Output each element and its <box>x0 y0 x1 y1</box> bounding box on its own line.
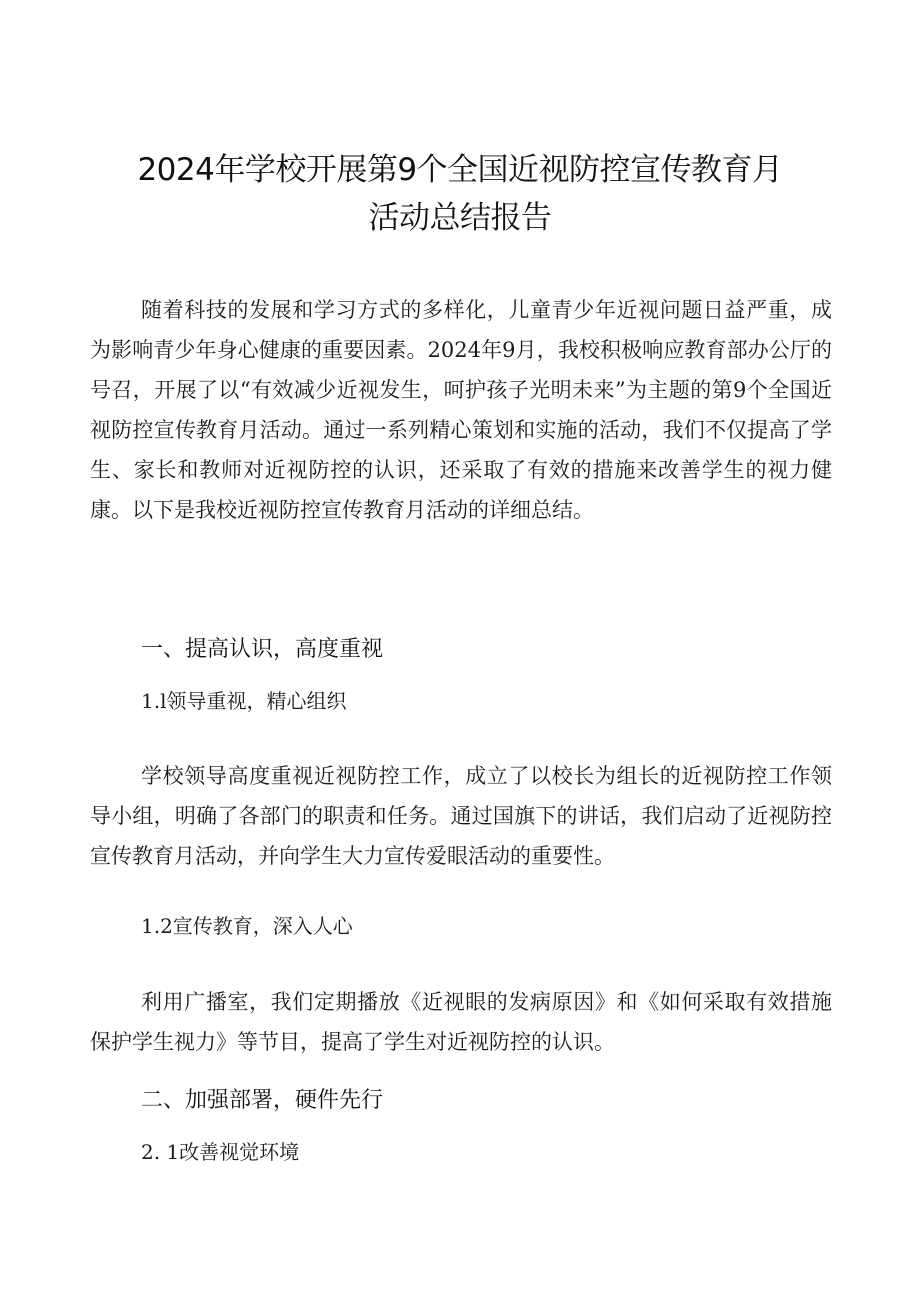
section-1-2-paragraph: 利用广播室，我们定期播放《近视眼的发病原因》和《如何采取有效措施保护学生视力》等节目，提高了学生对近视防控的认识。 <box>90 990 832 1054</box>
document-title <box>80 146 840 242</box>
section-1-2-heading: 1.2宣传教育，深入人心 <box>141 914 353 938</box>
section-1-1-paragraph: 学校领导高度重视近视防控工作，成立了以校长为组长的近视防控工作领导小组，明确了各部门的职责和任务。通过国旗下的讲话，我们启动了近视防控宣传教育月活动，并向学生大力宣传爱眼活动的重要性。 <box>90 764 832 868</box>
section-1-heading: 一、提高认识，高度重视 <box>141 637 384 662</box>
section-2-heading: 二、加强部署，硬件先行 <box>141 1088 384 1113</box>
section-2-1-heading: 2. 1改善视觉环境 <box>141 1140 300 1164</box>
title-line-2: 活动总结报告 <box>368 200 552 236</box>
section-1-1-heading: 1.l领导重视，精心组织 <box>141 689 347 713</box>
intro-paragraph: 随着科技的发展和学习方式的多样化，儿童青少年近视问题日益严重，成为影响青少年身心健康的重要因素。2024年9月，我校积极响应教育部办公厅的号召，开展了以“有效减少近视发生，呵护孩子光明未来”为主题的第9个全国近视防控宣传教育月活动。通过一系列精心策划和实施的活动，我们不仅提高了学生、家长和教师对近视防控的认识，还采取了有效的措施来改善学生的视力健康。以下是我校近视防控宣传教育月活动的详细总结。 <box>90 298 832 522</box>
title-line-1: 2024年学校开展第9个全国近视防控宣传教育月 <box>137 152 783 188</box>
